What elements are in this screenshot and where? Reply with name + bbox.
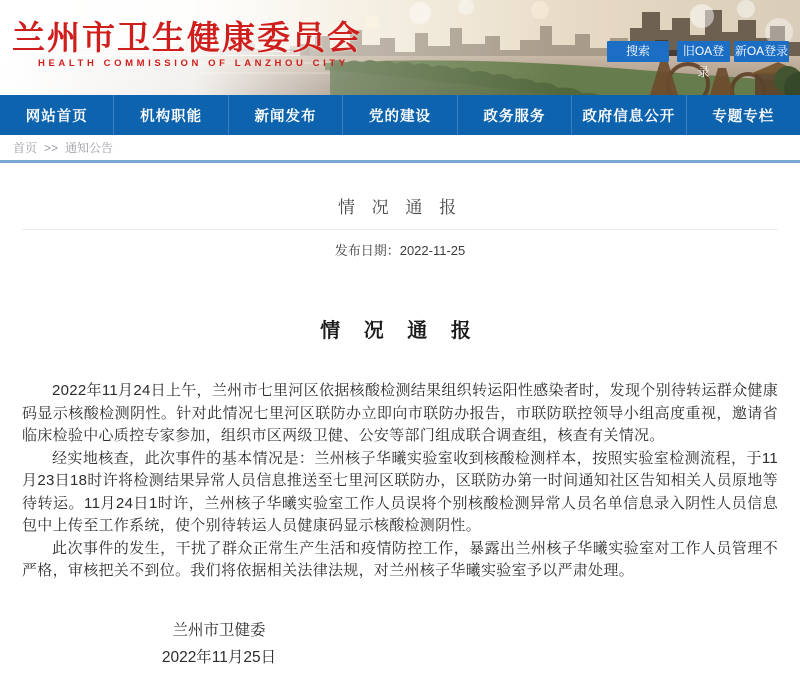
nav-item-home[interactable]: 网站首页 <box>0 95 114 135</box>
main-nav <box>0 95 800 135</box>
paragraph: 2022年11月24日上午，兰州市七里河区依据核酸检测结果组织转运阳性感染者时，发现个别待转运群众健康码显示核酸检测阴性。针对此情况七里河区联防办立即向市联防办报告，市联防联控领导小组高度重视，邀请省临床检验中心质控专家参加，组织市区两级卫健、公安等部门组成联合调查组，核查有关情况。 <box>22 382 778 444</box>
site-title: 兰州市卫生健康委员会 <box>12 19 362 56</box>
site-subtitle: HEALTH COMMISSION OF LANZHOU CITY <box>38 58 349 69</box>
breadcrumb-current[interactable]: 通知公告 <box>65 141 114 155</box>
breadcrumb-home[interactable]: 首页 <box>13 141 38 155</box>
page-title: 情 况 通 报 <box>337 198 463 217</box>
new-oa-login-button[interactable]: 新OA登录 <box>734 41 789 62</box>
article-body <box>22 380 778 583</box>
paragraph: 此次事件的发生，干扰了群众正常生产生活和疫情防控工作，暴露出兰州核子华曦实验室对工作人员管理不严格，审核把关不到位。我们将依据相关法律法规，对兰州核子华曦实验室予以严肃处理。 <box>22 539 778 579</box>
old-oa-login-button[interactable]: 旧OA登录 <box>677 41 730 62</box>
breadcrumb <box>0 135 800 160</box>
signature-block <box>144 617 294 671</box>
search-button[interactable]: 搜索 <box>607 41 669 62</box>
article <box>0 193 800 671</box>
site-logo[interactable] <box>12 20 362 69</box>
publish-date: 发布日期：2022-11-25 <box>334 243 466 258</box>
signature-date: 2022年11月25日 <box>161 648 277 666</box>
paragraph: 经实地核查，此次事件的基本情况是：兰州核子华曦实验室收到核酸检测样本，按照实验室检测流程，于11月23日18时许将检测结果异常人员信息推送至七里河区联防办，区联防办第一时间通知社区告知相关人员原地等待转运。11月24日1时许，兰州核子华曦实验室工作人员误将个别核酸检测异常人员名单信息录入阴性人员信息包中上传至工作系统，使个别待转运人员健康码显示核酸检测阴性。 <box>22 449 778 534</box>
signature-name: 兰州市卫健委 <box>172 621 266 639</box>
content-title: 情 况 通 报 <box>320 320 480 342</box>
nav-item-functions[interactable]: 机构职能 <box>114 95 228 135</box>
breadcrumb-divider <box>0 160 800 163</box>
nav-item-services[interactable]: 政务服务 <box>458 95 572 135</box>
breadcrumb-separator: >> <box>44 140 59 155</box>
banner <box>0 0 800 95</box>
nav-item-news[interactable]: 新闻发布 <box>229 95 343 135</box>
nav-item-party[interactable]: 党的建设 <box>343 95 457 135</box>
nav-item-gov-info[interactable]: 政府信息公开 <box>572 95 686 135</box>
nav-item-special[interactable]: 专题专栏 <box>712 108 775 125</box>
title-divider <box>22 229 778 230</box>
